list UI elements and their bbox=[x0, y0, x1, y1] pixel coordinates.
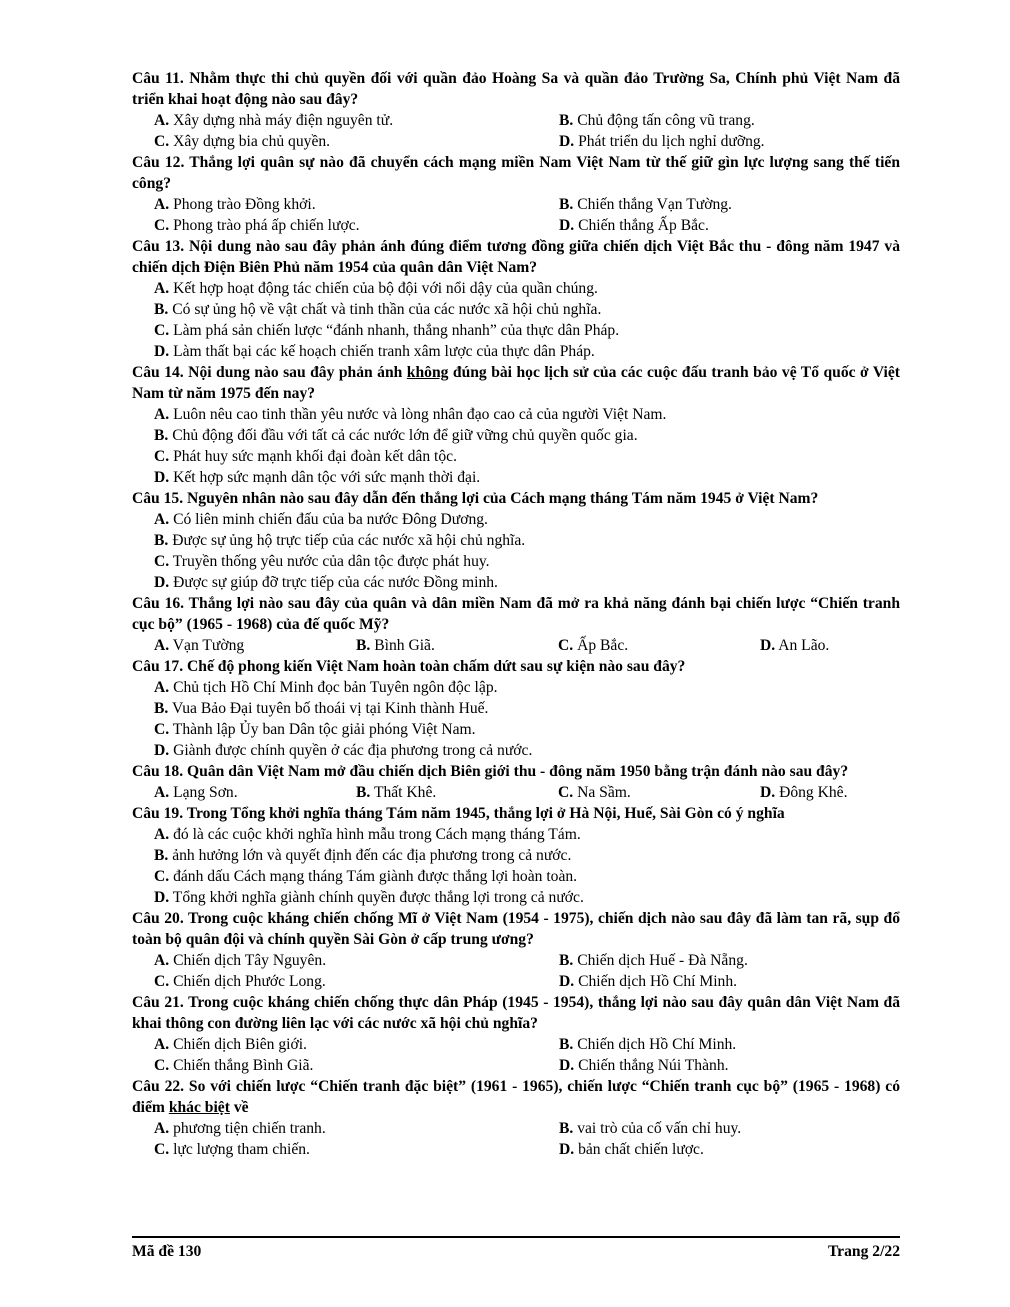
option-text: Đông Khê. bbox=[779, 784, 848, 801]
answer-option bbox=[154, 551, 900, 572]
option-text: Truyền thống yêu nước của dân tộc được phát huy. bbox=[172, 553, 490, 570]
option-text: Có liên minh chiến đấu của ba nước Đông Dương. bbox=[173, 511, 488, 528]
page-number: Trang 2/22 bbox=[827, 1243, 900, 1260]
answer-option bbox=[154, 824, 900, 845]
option-text: phương tiện chiến tranh. bbox=[173, 1120, 326, 1137]
answer-option bbox=[356, 782, 558, 803]
question-block bbox=[132, 656, 900, 761]
option-text: Chiến dịch Hồ Chí Minh. bbox=[577, 1036, 737, 1053]
answer-option bbox=[559, 1055, 900, 1076]
question-block bbox=[132, 992, 900, 1076]
question-text: Câu 12. Thắng lợi quân sự nào đã chuyển cách mạng miền Nam Việt Nam từ thế giữ gìn lực lượng sang thế tiến công? bbox=[132, 154, 900, 192]
question-stem bbox=[132, 593, 900, 635]
answer-options bbox=[132, 950, 900, 992]
question-stem bbox=[132, 1076, 900, 1118]
answer-option bbox=[154, 467, 900, 488]
option-text: Chủ tịch Hồ Chí Minh đọc bản Tuyên ngôn độc lập. bbox=[173, 679, 498, 696]
option-text: Kết hợp hoạt động tác chiến của bộ đội với nổi dậy của quần chúng. bbox=[173, 280, 598, 297]
question-block bbox=[132, 488, 900, 593]
option-text: Phát triển du lịch nghỉ dưỡng. bbox=[578, 133, 765, 150]
option-text: Giành được chính quyền ở các địa phương trong cả nước. bbox=[173, 742, 533, 759]
question-block bbox=[132, 803, 900, 908]
option-letter: D. bbox=[760, 637, 776, 654]
option-letter: C. bbox=[154, 1141, 170, 1158]
answer-option bbox=[559, 950, 900, 971]
answer-option bbox=[154, 1118, 559, 1139]
option-text: Chiến thắng Bình Giã. bbox=[173, 1057, 314, 1074]
answer-options bbox=[132, 509, 900, 593]
question-stem bbox=[132, 992, 900, 1034]
answer-option bbox=[154, 110, 559, 131]
option-text: Phong trào phá ấp chiến lược. bbox=[173, 217, 360, 234]
answer-options bbox=[132, 782, 900, 803]
answer-option bbox=[154, 215, 559, 236]
answer-option bbox=[154, 677, 900, 698]
question-text: Câu 19. Trong Tổng khởi nghĩa tháng Tám năm 1945, thắng lợi ở Hà Nội, Huế, Sài Gòn có ý nghĩa bbox=[132, 805, 785, 822]
option-text: Xây dựng bia chủ quyền. bbox=[173, 133, 331, 150]
answer-option bbox=[558, 782, 760, 803]
option-letter: A. bbox=[154, 952, 170, 969]
answer-options bbox=[132, 110, 900, 152]
answer-option bbox=[559, 1139, 900, 1160]
option-text: Làm thất bại các kế hoạch chiến tranh xâm lược của thực dân Pháp. bbox=[173, 343, 595, 360]
option-letter: A. bbox=[154, 112, 170, 129]
option-text: ảnh hưởng lớn và quyết định đến các địa phương trong cả nước. bbox=[172, 847, 572, 864]
option-letter: B. bbox=[559, 952, 574, 969]
option-text: Chủ động tấn công vũ trang. bbox=[577, 112, 755, 129]
option-letter: B. bbox=[154, 532, 169, 549]
question-text: về bbox=[229, 1099, 249, 1116]
answer-option bbox=[356, 635, 558, 656]
answer-option bbox=[558, 635, 760, 656]
option-letter: D. bbox=[154, 343, 170, 360]
option-letter: C. bbox=[154, 721, 170, 738]
option-letter: B. bbox=[559, 196, 574, 213]
option-text: Luôn nêu cao tinh thần yêu nước và lòng nhân đạo cao cả của người Việt Nam. bbox=[173, 406, 667, 423]
question-text: Câu 20. Trong cuộc kháng chiến chống Mĩ ở Việt Nam (1954 - 1975), chiến dịch nào sau đây đã làm tan rã, sụp đổ toàn bộ quân đội và chính quyền Sài Gòn ở cấp trung ương? bbox=[132, 910, 900, 948]
option-letter: A. bbox=[154, 784, 170, 801]
option-letter: D. bbox=[559, 973, 575, 990]
question-stem bbox=[132, 488, 900, 509]
option-text: Chiến dịch Huế - Đà Nẵng. bbox=[577, 952, 748, 969]
answer-option bbox=[154, 194, 559, 215]
answer-option bbox=[154, 278, 900, 299]
option-letter: B. bbox=[154, 301, 169, 318]
question-stem bbox=[132, 761, 900, 782]
question-stem bbox=[132, 236, 900, 278]
option-letter: D. bbox=[559, 1057, 575, 1074]
option-text: đánh dấu Cách mạng tháng Tám giành được thắng lợi hoàn toàn. bbox=[173, 868, 578, 885]
question-block bbox=[132, 236, 900, 362]
option-letter: A. bbox=[154, 637, 170, 654]
answer-option bbox=[760, 782, 900, 803]
option-text: Phát huy sức mạnh khối đại đoàn kết dân tộc. bbox=[173, 448, 457, 465]
option-letter: D. bbox=[760, 784, 776, 801]
answer-options bbox=[132, 194, 900, 236]
question-stem bbox=[132, 908, 900, 950]
option-letter: B. bbox=[559, 112, 574, 129]
answer-options bbox=[132, 1034, 900, 1076]
answer-option bbox=[154, 971, 559, 992]
option-text: Na Sầm. bbox=[577, 784, 631, 801]
answer-option bbox=[154, 1055, 559, 1076]
emphasis-underlined: không bbox=[406, 364, 449, 381]
answer-option bbox=[559, 194, 900, 215]
question-stem bbox=[132, 362, 900, 404]
page-footer bbox=[132, 1236, 900, 1262]
option-letter: C. bbox=[154, 322, 170, 339]
answer-option bbox=[154, 1139, 559, 1160]
answer-option bbox=[154, 320, 900, 341]
option-letter: C. bbox=[154, 868, 170, 885]
option-text: Được sự ủng hộ trực tiếp của các nước xã hội chủ nghĩa. bbox=[172, 532, 526, 549]
option-text: Chiến thắng Núi Thành. bbox=[578, 1057, 729, 1074]
answer-option bbox=[154, 950, 559, 971]
option-text: Làm phá sản chiến lược “đánh nhanh, thắng nhanh” của thực dân Pháp. bbox=[173, 322, 620, 339]
option-letter: C. bbox=[154, 1057, 170, 1074]
answer-option bbox=[154, 509, 900, 530]
answer-option bbox=[154, 782, 356, 803]
option-letter: B. bbox=[559, 1036, 574, 1053]
option-text: Chiến thắng Vạn Tường. bbox=[577, 196, 732, 213]
option-text: Lạng Sơn. bbox=[173, 784, 238, 801]
answer-option bbox=[154, 740, 900, 761]
answer-option bbox=[559, 110, 900, 131]
question-block bbox=[132, 152, 900, 236]
option-text: Có sự ủng hộ về vật chất và tinh thần của các nước xã hội chủ nghĩa. bbox=[172, 301, 602, 318]
answer-options bbox=[132, 824, 900, 908]
option-letter: A. bbox=[154, 196, 170, 213]
question-stem bbox=[132, 656, 900, 677]
option-letter: D. bbox=[559, 133, 575, 150]
question-text: Câu 15. Nguyên nhân nào sau đây dẫn đến thắng lợi của Cách mạng tháng Tám năm 1945 ở Việt Nam? bbox=[132, 490, 819, 507]
exam-code: Mã đề 130 bbox=[132, 1243, 202, 1260]
option-letter: C. bbox=[154, 133, 170, 150]
question-text: Câu 16. Thắng lợi nào sau đây của quân và dân miền Nam đã mở ra khả năng đánh bại chiến lược “Chiến tranh cục bộ” (1965 - 1968) của đế quốc Mỹ? bbox=[132, 595, 900, 633]
question-stem bbox=[132, 68, 900, 110]
option-text: An Lão. bbox=[778, 637, 830, 654]
option-letter: D. bbox=[154, 889, 170, 906]
answer-option bbox=[154, 299, 900, 320]
answer-option bbox=[154, 572, 900, 593]
question-block bbox=[132, 68, 900, 152]
option-text: bản chất chiến lược. bbox=[578, 1141, 704, 1158]
option-text: Thất Khê. bbox=[373, 784, 437, 801]
option-letter: D. bbox=[154, 469, 170, 486]
option-letter: B. bbox=[559, 1120, 574, 1137]
option-letter: D. bbox=[559, 217, 575, 234]
option-letter: D. bbox=[154, 742, 170, 759]
option-letter: A. bbox=[154, 826, 170, 843]
answer-option bbox=[559, 215, 900, 236]
option-text: Xây dựng nhà máy điện nguyên tử. bbox=[173, 112, 394, 129]
answer-option bbox=[154, 698, 900, 719]
option-letter: B. bbox=[356, 784, 371, 801]
answer-option bbox=[559, 1118, 900, 1139]
answer-option bbox=[559, 1034, 900, 1055]
option-text: Vua Bảo Đại tuyên bố thoái vị tại Kinh thành Huế. bbox=[171, 700, 489, 717]
answer-option bbox=[559, 131, 900, 152]
option-text: Vạn Tường bbox=[172, 637, 245, 654]
answer-options bbox=[132, 278, 900, 362]
option-letter: B. bbox=[154, 847, 169, 864]
option-letter: C. bbox=[558, 784, 574, 801]
answer-options bbox=[132, 404, 900, 488]
option-letter: C. bbox=[154, 217, 170, 234]
question-block bbox=[132, 761, 900, 803]
answer-option bbox=[154, 887, 900, 908]
option-letter: A. bbox=[154, 679, 170, 696]
option-text: Ấp Bắc. bbox=[577, 637, 629, 654]
option-letter: C. bbox=[154, 973, 170, 990]
option-text: lực lượng tham chiến. bbox=[173, 1141, 310, 1158]
option-text: Được sự giúp đỡ trực tiếp của các nước Đồng minh. bbox=[173, 574, 498, 591]
emphasis-underlined: khác biệt bbox=[168, 1099, 230, 1116]
answer-options bbox=[132, 677, 900, 761]
answer-option bbox=[154, 341, 900, 362]
option-text: đó là các cuộc khởi nghĩa hình mẫu trong Cách mạng tháng Tám. bbox=[173, 826, 581, 843]
answer-option bbox=[154, 446, 900, 467]
question-block bbox=[132, 362, 900, 488]
answer-option bbox=[154, 404, 900, 425]
question-stem bbox=[132, 152, 900, 194]
option-letter: B. bbox=[154, 427, 169, 444]
answer-options bbox=[132, 1118, 900, 1160]
option-text: Chiến dịch Phước Long. bbox=[173, 973, 326, 990]
option-text: vai trò của cố vấn chỉ huy. bbox=[577, 1120, 742, 1137]
answer-option bbox=[154, 845, 900, 866]
option-letter: C. bbox=[154, 553, 170, 570]
question-block bbox=[132, 908, 900, 992]
option-letter: A. bbox=[154, 280, 170, 297]
question-text: Câu 11. Nhằm thực thi chủ quyền đối với quần đảo Hoàng Sa và quần đảo Trường Sa, Chính phủ Việt Nam đã triển khai hoạt động nào sau đây? bbox=[132, 70, 900, 108]
question-stem bbox=[132, 803, 900, 824]
answer-option bbox=[154, 866, 900, 887]
question-text: Câu 21. Trong cuộc kháng chiến chống thực dân Pháp (1945 - 1954), thắng lợi nào sau đây quân dân Việt Nam đã khai thông con đường liên lạc với các nước xã hội chủ nghĩa? bbox=[132, 994, 900, 1032]
option-letter: A. bbox=[154, 406, 170, 423]
answer-option bbox=[559, 971, 900, 992]
question-text: Câu 22. So với chiến lược “Chiến tranh đặc biệt” (1961 - 1965), chiến lược “Chiến tranh cục bộ” (1965 - 1968) có điểm bbox=[132, 1078, 900, 1116]
answer-option bbox=[154, 425, 900, 446]
question-text: đúng bài học lịch sử của các cuộc đấu tranh bảo vệ Tổ quốc ở Việt Nam từ năm 1975 đến nay? bbox=[132, 364, 900, 402]
option-letter: A. bbox=[154, 1036, 170, 1053]
option-text: Chiến dịch Tây Nguyên. bbox=[173, 952, 327, 969]
question-text: Câu 13. Nội dung nào sau đây phản ánh đúng điểm tương đồng giữa chiến dịch Việt Bắc thu - đông năm 1947 và chiến dịch Điện Biên Phủ năm 1954 của quân dân Việt Nam? bbox=[132, 238, 900, 276]
option-letter: A. bbox=[154, 511, 170, 528]
option-text: Tổng khởi nghĩa giành chính quyền được thắng lợi trong cả nước. bbox=[172, 889, 584, 906]
exam-page bbox=[132, 68, 900, 1160]
option-letter: C. bbox=[154, 448, 170, 465]
question-text: Câu 17. Chế độ phong kiến Việt Nam hoàn toàn chấm dứt sau sự kiện nào sau đây? bbox=[132, 658, 686, 675]
answer-option bbox=[760, 635, 900, 656]
option-letter: A. bbox=[154, 1120, 170, 1137]
option-text: Bình Giã. bbox=[374, 637, 435, 654]
question-text: Câu 18. Quân dân Việt Nam mở đầu chiến dịch Biên giới thu - đông năm 1950 bằng trận đánh nào sau đây? bbox=[132, 763, 849, 780]
option-text: Kết hợp sức mạnh dân tộc với sức mạnh thời đại. bbox=[173, 469, 481, 486]
option-letter: D. bbox=[559, 1141, 575, 1158]
answer-option bbox=[154, 131, 559, 152]
option-text: Phong trào Đồng khởi. bbox=[173, 196, 316, 213]
answer-option bbox=[154, 635, 356, 656]
option-text: Chiến thắng Ấp Bắc. bbox=[578, 217, 709, 234]
answer-option bbox=[154, 530, 900, 551]
option-text: Thành lập Ủy ban Dân tộc giải phóng Việt Nam. bbox=[172, 721, 476, 738]
option-letter: B. bbox=[154, 700, 169, 717]
answer-options bbox=[132, 635, 900, 656]
question-block bbox=[132, 593, 900, 656]
answer-option bbox=[154, 719, 900, 740]
option-text: Chủ động đối đầu với tất cả các nước lớn để giữ vững chủ quyền quốc gia. bbox=[172, 427, 638, 444]
option-letter: C. bbox=[558, 637, 574, 654]
option-text: Chiến dịch Biên giới. bbox=[173, 1036, 307, 1053]
answer-option bbox=[154, 1034, 559, 1055]
option-text: Chiến dịch Hồ Chí Minh. bbox=[578, 973, 738, 990]
question-block bbox=[132, 1076, 900, 1160]
option-letter: B. bbox=[356, 637, 371, 654]
option-letter: D. bbox=[154, 574, 170, 591]
question-text: Câu 14. Nội dung nào sau đây phản ánh bbox=[132, 364, 407, 381]
